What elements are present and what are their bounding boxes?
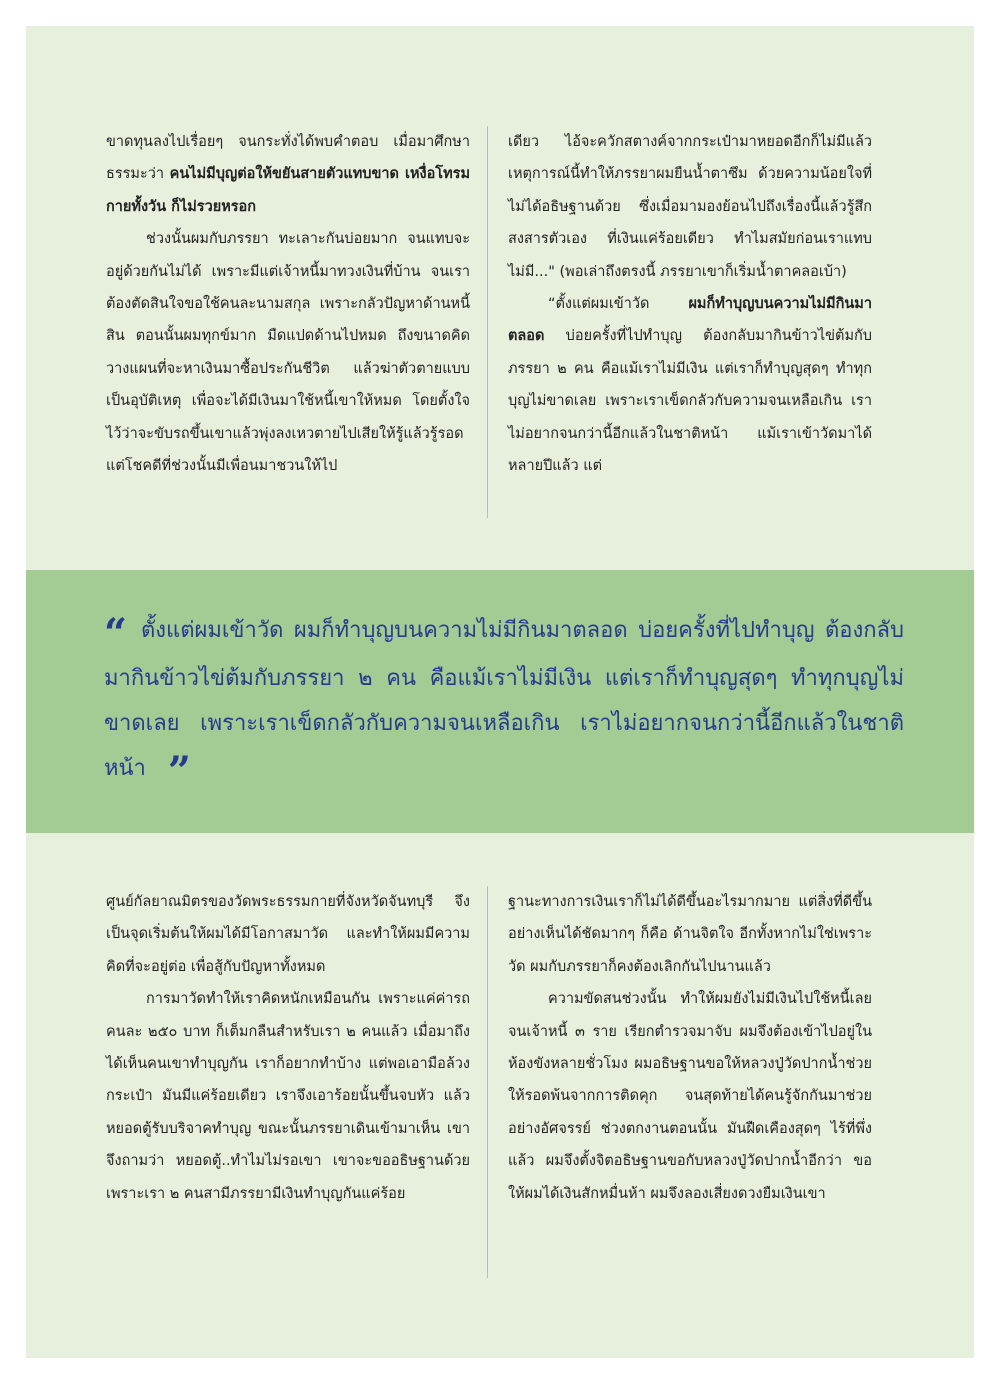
pull-quote	[104, 608, 904, 794]
close-quote-mark: ”	[167, 748, 191, 795]
paragraph: เดียว ไอ้จะควักสตางค์จากกระเป๋ามาหยอดอีกก็ไม่มีแล้ว เหตุการณ์นี้ทำให้ภรรยาผมยืนน้ำตาซึม ด้วยความน้อยใจที่ไม่ได้อธิษฐานด้วย ซึ่งเมื่อมามองย้อนไปถึงเรื่องนี้แล้วรู้สึกสงสารตัวเอง ที่เงินแค่ร้อยเดียว ทำไมสมัยก่อนเราแทบไม่มี..." (พอเล่าถึงตรงนี้ ภรรยาเขาก็เริ่มน้ำตาคลอเบ้า)	[508, 134, 872, 280]
top-right-column	[508, 126, 872, 482]
bold-phrase: คนไม่มีบุญต่อให้ขยันสายตัวแทบขาด เหงื่อโทรมกายทั้งวัน ก็ไม่รวยหรอก	[106, 166, 470, 215]
open-quote-mark: “	[104, 610, 128, 657]
paragraph: ฐานะทางการเงินเราก็ไม่ได้ดีขึ้นอะไรมากมาย แต่สิ่งที่ดีขึ้นอย่างเห็นได้ชัดมากๆ ก็คือ ด้านจิตใจ อีกทั้งหากไม่ใช่เพราะวัด ผมกับภรรยาก็คงต้องเลิกกันไปนานแล้ว	[508, 894, 872, 975]
bottom-left-column	[106, 886, 470, 1210]
bottom-right-column	[508, 886, 872, 1210]
paragraph: การมาวัดทำให้เราคิดหนักเหมือนกัน เพราะแค่ค่ารถคนละ ๒๕๐ บาท ก็เต็มกลืนสำหรับเรา ๒ คนแล้ว เมื่อมาถึงได้เห็นคนเขาทำบุญกัน เราก็อยากทำบ้าง แต่พอเอามือล้วงกระเป๋า มันมีแค่ร้อยเดียว เราจึงเอาร้อยนั้นขึ้นจบหัว แล้วหยอดตู้รับบริจาคทำบุญ ขณะนั้นภรรยาเดินเข้ามาเห็น เขาจึงถามว่า หยอดตู้..ทำไมไม่รอเขา เขาจะขออธิษฐานด้วย เพราะเรา ๒ คนสามีภรรยามีเงินทำบุญกันแค่ร้อย	[106, 991, 470, 1202]
column-divider	[487, 886, 488, 1278]
paragraph: ขาดทุนลงไปเรื่อยๆ จนกระทั่งได้พบคำตอบ เมื่อมาศึกษาธรรมะว่า คนไม่มีบุญต่อให้ขยันสายตัวแทบขาด เหงื่อโทรมกายทั้งวัน ก็ไม่รวยหรอก	[106, 134, 470, 215]
paragraph: “ตั้งแต่ผมเข้าวัด ผมก็ทำบุญบนความไม่มีกินมาตลอด บ่อยครั้งที่ไปทำบุญ ต้องกลับมากินข้าวไข่ต้มกับภรรยา ๒ คน คือแม้เราไม่มีเงิน แต่เราก็ทำบุญสุดๆ ทำทุกบุญไม่ขาดเลย เพราะเราเข็ดกลัวกับความจนเหลือเกิน เราไม่อยากจนกว่านี้อีกแล้วในชาติหน้า แม้เราเข้าวัดมาได้หลายปีแล้ว แต่	[508, 296, 872, 475]
paragraph: ศูนย์กัลยาณมิตรของวัดพระธรรมกายที่จังหวัดจันทบุรี จึงเป็นจุดเริ่มต้นให้ผมได้มีโอกาสมาวัด และทำให้ผมมีความคิดที่จะอยู่ต่อ เพื่อสู้กับปัญหาทั้งหมด	[106, 894, 470, 975]
top-left-column	[106, 126, 470, 482]
bold-phrase: ผมก็ทำบุญบนความไม่มีกินมาตลอด	[508, 296, 872, 345]
paragraph: ช่วงนั้นผมกับภรรยา ทะเลาะกันบ่อยมาก จนแทบจะอยู่ด้วยกันไม่ได้ เพราะมีแต่เจ้าหนี้มาทวงเงินที่บ้าน จนเราต้องตัดสินใจขอใช้คนละนามสกุล เพราะกลัวปัญหาด้านหนี้สิน ตอนนั้นผมทุกข์มาก มืดแปดด้านไปหมด ถึงขนาดคิดวางแผนที่จะหาเงินมาซื้อประกันชีวิต แล้วฆ่าตัวตายแบบเป็นอุบัติเหตุ เพื่อจะได้มีเงินมาใช้หนี้เขาให้หมด โดยตั้งใจไว้ว่าจะขับรถขึ้นเขาแล้วพุ่งลงเหวตายไปเสียให้รู้แล้วรู้รอด แต่โชคดีที่ช่วงนั้นมีเพื่อนมาชวนให้ไป	[106, 231, 470, 475]
pull-quote-text: ตั้งแต่ผมเข้าวัด ผมก็ทำบุญบนความไม่มีกินมาตลอด บ่อยครั้งที่ไปทำบุญ ต้องกลับมากินข้าวไข่ต้มกับภรรยา ๒ คน คือแม้เราไม่มีเงิน แต่เราก็ทำบุญสุดๆ ทำทุกบุญไม่ขาดเลย เพราะเราเข็ดกลัวกับความจนเหลือเกิน เราไม่อยากจนกว่านี้อีกแล้วในชาติหน้า	[104, 618, 904, 781]
column-divider	[487, 126, 488, 518]
pull-quote-band	[26, 570, 974, 833]
paragraph: ความขัดสนช่วงนั้น ทำให้ผมยังไม่มีเงินไปใช้หนี้เลย จนเจ้าหนี้ ๓ ราย เรียกตำรวจมาจับ ผมจึงต้องเข้าไปอยู่ในห้องขังหลายชั่วโมง ผมอธิษฐานขอให้หลวงปู่วัดปากน้ำช่วยให้รอดพ้นจากการติดคุก จนสุดท้ายได้คนรู้จักกันมาช่วยอย่างอัศจรรย์ ช่วงตกงานตอนนั้น มันฝืดเคืองสุดๆ ไร้ที่พึ่งแล้ว ผมจึงตั้งจิตอธิษฐานขอกับหลวงปู่วัดปากน้ำอีกว่า ขอให้ผมได้เงินสักหมื่นห้า ผมจึงลองเสี่ยงดวงยืมเงินเขา	[508, 991, 872, 1202]
